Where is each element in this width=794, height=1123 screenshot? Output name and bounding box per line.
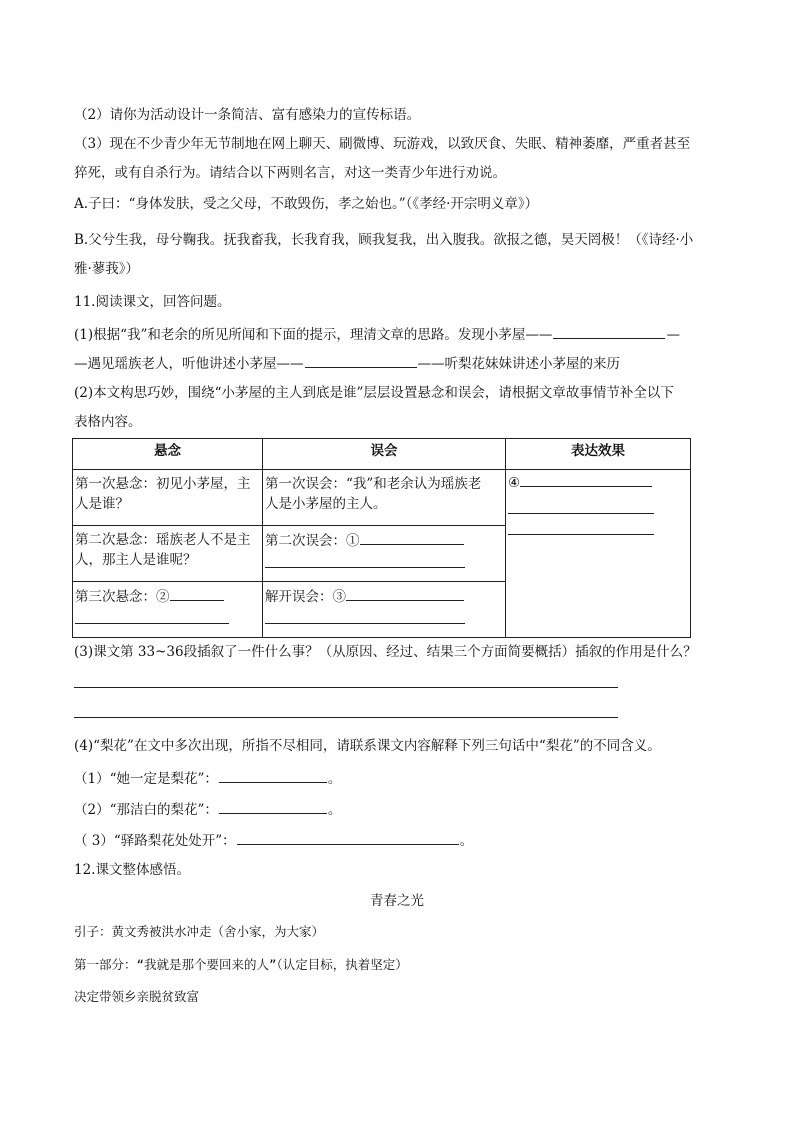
q11-part1-text-c: —遇见瑶族老人，听他讲述小茅屋—— (74, 356, 304, 372)
suspense-3-label: 第三次悬念：② (75, 589, 170, 605)
q11-heading: 11.阅读课文，回答问题。 (74, 294, 231, 310)
effect-cell[interactable] (506, 470, 691, 638)
answer-blank[interactable] (219, 768, 327, 783)
q11-part2-line1: (2)本文构思巧妙，围绕“小茅屋的主人到底是谁”层层设置悬念和误会，请根据文章故事情节补全以下 (74, 385, 674, 401)
answer-blank[interactable] (75, 609, 229, 624)
misunderstanding-1-line-b: 人是小茅屋的主人。 (265, 496, 387, 512)
table-header-suspense: 悬念 (73, 439, 263, 470)
answer-line[interactable] (74, 717, 618, 718)
q11-part4-item3 (74, 830, 473, 850)
answer-blank[interactable] (508, 520, 654, 535)
q10-item3-line2: 猝死，或有自杀行为。请结合以下两则名言，对这一类青少年进行劝说。 (74, 165, 506, 181)
answer-blank[interactable] (219, 799, 327, 814)
suspense-2-line-a: 第二次悬念：瑶族老人不是主 (75, 532, 251, 548)
misunderstanding-1-cell (263, 470, 506, 526)
quote-a: A.子曰：“身体发肤，受之父母，不敢毁伤，孝之始也。”（《孝经·开宗明义章》） (74, 196, 539, 212)
answer-blank[interactable] (346, 586, 464, 601)
q11-part1-line1 (74, 324, 680, 344)
suspense-2-line-b: 人，那主人是谁呢？ (75, 552, 197, 568)
q11-part4-item1 (74, 768, 341, 788)
answer-blank[interactable] (360, 530, 464, 545)
q12-heading: 12.课文整体感悟。 (74, 862, 190, 878)
answer-line[interactable] (74, 687, 618, 688)
misunderstanding-2-cell[interactable] (263, 526, 506, 582)
misunderstanding-3-cell[interactable] (263, 582, 506, 638)
answer-blank[interactable] (508, 499, 654, 514)
suspense-table (72, 438, 691, 638)
q10-item3-line1: （3）现在不少青少年无节制地在网上聊天、刷微博、玩游戏，以致厌食、失眠、精神萎靡，严重者甚至 (74, 136, 691, 152)
suspense-1-cell (73, 470, 263, 526)
misunderstanding-1-line-a: 第一次误会：“我”和老余认为瑶族老 (265, 476, 482, 492)
answer-blank[interactable] (265, 553, 465, 568)
misunderstanding-2-label: 第二次误会：① (265, 533, 360, 549)
answer-blank[interactable] (553, 324, 665, 339)
q11-part4-item2-label: （2）“那洁白的梨花”： (74, 802, 218, 818)
answer-blank[interactable] (305, 353, 417, 368)
passage-title: 青春之光 (370, 893, 424, 909)
quote-b-line2: 雅·蓼莪》） (74, 261, 140, 277)
q11-part4-item3-label: （ 3）“驿路梨花处处开”： (74, 833, 236, 849)
effect-marker: ④ (508, 475, 521, 491)
q11-part4-item2 (74, 799, 341, 819)
table-header-misunderstanding: 误会 (263, 439, 506, 470)
suspense-1-line-b: 人是谁？ (75, 496, 129, 512)
misunderstanding-3-label: 解开误会：③ (265, 589, 346, 605)
q11-part1-line2 (74, 353, 620, 373)
q11-part1-text-d: ——听梨花妹妹讲述小茅屋的来历 (417, 356, 620, 372)
outline-part1-detail: 决定带领乡亲脱贫致富 (74, 989, 200, 1004)
suspense-3-cell[interactable] (73, 582, 263, 638)
q11-part2-line2: 表格内容。 (74, 414, 142, 430)
suspense-2-cell (73, 526, 263, 582)
table-header-effect: 表达效果 (506, 439, 691, 470)
answer-blank[interactable] (265, 609, 465, 624)
answer-blank[interactable] (170, 586, 224, 601)
q10-item2: （2）请你为活动设计一条简洁、富有感染力的宣传标语。 (74, 107, 421, 123)
q11-part3: (3)课文第 33~36段插叙了一件什么事？（从原因、经过、结果三个方面简要概括）插叙的作用是什么？ (74, 644, 697, 660)
outline-part1: 第一部分：“我就是那个要回来的人”（认定目标，执着坚定） (74, 957, 408, 972)
outline-intro: 引子：黄文秀被洪水冲走（舍小家，为大家） (74, 924, 325, 939)
period: 。 (459, 833, 474, 849)
suspense-1-line-a: 第一次悬念：初见小茅屋，主 (75, 476, 251, 492)
q11-part1-text-a: (1)根据“我”和老余的所见所闻和下面的提示，理清文章的思路。发现小茅屋—— (74, 327, 553, 343)
answer-blank[interactable] (237, 830, 459, 845)
period: 。 (327, 802, 342, 818)
quote-b-line1: B.父兮生我，母兮鞠我。抚我畜我，长我育我，顾我复我，出入腹我。欲报之德，昊天罔极！（《诗经·小 (74, 232, 694, 248)
q11-part4: (4)“梨花”在文中多次出现，所指不尽相同，请联系课文内容解释下列三句话中“梨花”的不同含义。 (74, 738, 661, 754)
q11-part1-text-b: — (666, 327, 680, 343)
answer-blank[interactable] (520, 472, 652, 487)
q11-part4-item1-label: （1）“她一定是梨花”： (74, 771, 218, 787)
period: 。 (327, 771, 342, 787)
